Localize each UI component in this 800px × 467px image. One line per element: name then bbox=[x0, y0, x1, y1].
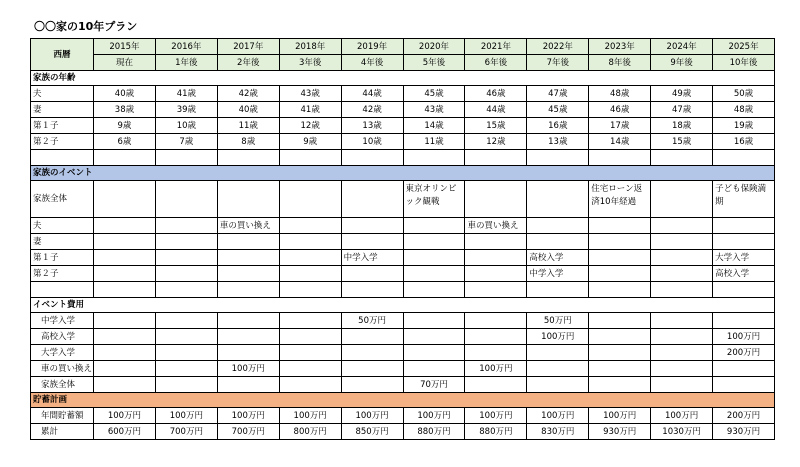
empty-cell[interactable] bbox=[279, 282, 341, 298]
ages-cell[interactable]: 47歳 bbox=[527, 86, 589, 102]
ages-cell[interactable]: 41歳 bbox=[279, 102, 341, 118]
events-cell[interactable] bbox=[279, 181, 341, 218]
ages-cell[interactable]: 40歳 bbox=[217, 102, 279, 118]
costs-cell[interactable]: 100万円 bbox=[713, 329, 775, 345]
costs-cell[interactable] bbox=[341, 361, 403, 377]
events-cell[interactable] bbox=[403, 218, 465, 234]
costs-cell[interactable] bbox=[403, 313, 465, 329]
savings-cell[interactable]: 100万円 bbox=[651, 408, 713, 424]
savings-cell[interactable]: 930万円 bbox=[589, 424, 651, 440]
ages-cell[interactable]: 14歳 bbox=[589, 134, 651, 150]
savings-cell[interactable]: 850万円 bbox=[341, 424, 403, 440]
costs-row bbox=[31, 313, 775, 329]
savings-section-label[interactable]: 貯蓄計画 bbox=[31, 393, 775, 408]
ages-cell[interactable]: 11歳 bbox=[403, 134, 465, 150]
ages-row bbox=[31, 86, 775, 102]
costs-cell[interactable] bbox=[341, 377, 403, 393]
empty-cell[interactable] bbox=[217, 150, 279, 166]
ages-cell[interactable]: 13歳 bbox=[341, 118, 403, 134]
events-cell[interactable] bbox=[589, 266, 651, 282]
events-cell[interactable]: 大学入学 bbox=[713, 250, 775, 266]
ages-row bbox=[31, 102, 775, 118]
year-cell[interactable]: 2022年 bbox=[527, 39, 589, 55]
ages-section-row bbox=[31, 71, 775, 86]
ages-cell[interactable]: 42歳 bbox=[341, 102, 403, 118]
costs-cell[interactable] bbox=[527, 345, 589, 361]
empty-cell[interactable] bbox=[341, 150, 403, 166]
savings-row bbox=[31, 408, 775, 424]
costs-cell[interactable] bbox=[155, 361, 217, 377]
empty-cell[interactable] bbox=[279, 150, 341, 166]
events-cell[interactable] bbox=[651, 218, 713, 234]
costs-cell[interactable] bbox=[465, 377, 527, 393]
ages-cell[interactable]: 48歳 bbox=[713, 102, 775, 118]
costs-cell[interactable]: 70万円 bbox=[403, 377, 465, 393]
offset-cell[interactable]: 2年後 bbox=[217, 55, 279, 71]
savings-cell[interactable]: 100万円 bbox=[94, 408, 156, 424]
costs-cell[interactable] bbox=[94, 377, 156, 393]
costs-cell[interactable] bbox=[279, 361, 341, 377]
year-cell[interactable]: 2016年 bbox=[155, 39, 217, 55]
offset-cell[interactable]: 1年後 bbox=[155, 55, 217, 71]
events-cell[interactable] bbox=[279, 250, 341, 266]
events-cell[interactable] bbox=[217, 181, 279, 218]
costs-row-label[interactable]: 車の買い換え bbox=[31, 361, 94, 377]
savings-cell[interactable]: 880万円 bbox=[403, 424, 465, 440]
offset-cell[interactable]: 7年後 bbox=[527, 55, 589, 71]
costs-cell[interactable] bbox=[589, 361, 651, 377]
costs-cell[interactable] bbox=[94, 329, 156, 345]
costs-cell[interactable]: 100万円 bbox=[217, 361, 279, 377]
costs-cell[interactable] bbox=[279, 313, 341, 329]
year-cell[interactable]: 2015年 bbox=[94, 39, 156, 55]
year-cell[interactable]: 2021年 bbox=[465, 39, 527, 55]
empty-cell[interactable] bbox=[94, 282, 156, 298]
costs-cell[interactable] bbox=[341, 329, 403, 345]
events-cell[interactable] bbox=[94, 234, 156, 250]
costs-cell[interactable] bbox=[713, 377, 775, 393]
year-cell[interactable]: 2025年 bbox=[713, 39, 775, 55]
costs-section-label[interactable]: イベント費用 bbox=[31, 298, 775, 313]
costs-cell[interactable] bbox=[589, 329, 651, 345]
costs-cell[interactable] bbox=[589, 313, 651, 329]
costs-cell[interactable] bbox=[403, 345, 465, 361]
events-row bbox=[31, 181, 775, 218]
events-cell[interactable]: 住宅ローン返済10年経過 bbox=[589, 181, 651, 218]
ages-cell[interactable]: 48歳 bbox=[589, 86, 651, 102]
empty-cell[interactable] bbox=[465, 150, 527, 166]
events-section-label[interactable]: 家族のイベント bbox=[31, 166, 775, 181]
events-cell[interactable] bbox=[465, 181, 527, 218]
costs-row-label[interactable]: 大学入学 bbox=[31, 345, 94, 361]
costs-cell[interactable] bbox=[217, 329, 279, 345]
costs-cell[interactable] bbox=[94, 361, 156, 377]
ages-cell[interactable]: 9歳 bbox=[94, 118, 156, 134]
savings-cell[interactable]: 100万円 bbox=[279, 408, 341, 424]
events-cell[interactable] bbox=[155, 181, 217, 218]
costs-cell[interactable] bbox=[155, 377, 217, 393]
events-cell[interactable] bbox=[589, 218, 651, 234]
savings-cell[interactable]: 100万円 bbox=[155, 408, 217, 424]
header-years-row bbox=[31, 39, 775, 55]
costs-cell[interactable] bbox=[713, 313, 775, 329]
savings-cell[interactable]: 100万円 bbox=[527, 408, 589, 424]
ages-cell[interactable]: 49歳 bbox=[651, 86, 713, 102]
events-cell[interactable] bbox=[527, 181, 589, 218]
events-cell[interactable]: 中学入学 bbox=[341, 250, 403, 266]
ages-cell[interactable]: 43歳 bbox=[403, 102, 465, 118]
events-cell[interactable]: 車の買い換え bbox=[465, 218, 527, 234]
ages-row-label[interactable]: 夫 bbox=[31, 86, 94, 102]
events-cell[interactable] bbox=[713, 234, 775, 250]
savings-cell[interactable]: 800万円 bbox=[279, 424, 341, 440]
costs-cell[interactable] bbox=[713, 361, 775, 377]
costs-cell[interactable] bbox=[589, 345, 651, 361]
events-cell[interactable] bbox=[279, 234, 341, 250]
empty-cell[interactable] bbox=[527, 282, 589, 298]
ages-cell[interactable]: 15歳 bbox=[465, 118, 527, 134]
ages-cell[interactable]: 12歳 bbox=[279, 118, 341, 134]
events-cell[interactable] bbox=[341, 266, 403, 282]
ages-cell[interactable]: 38歳 bbox=[94, 102, 156, 118]
events-cell[interactable] bbox=[465, 250, 527, 266]
events-cell[interactable]: 高校入学 bbox=[713, 266, 775, 282]
costs-cell[interactable] bbox=[279, 345, 341, 361]
ages-row-label[interactable]: 妻 bbox=[31, 102, 94, 118]
costs-cell[interactable] bbox=[279, 377, 341, 393]
events-cell[interactable]: 子ども保険満期 bbox=[713, 181, 775, 218]
events-cell[interactable] bbox=[155, 250, 217, 266]
ages-cell[interactable]: 17歳 bbox=[589, 118, 651, 134]
savings-cell[interactable]: 100万円 bbox=[341, 408, 403, 424]
events-cell[interactable] bbox=[155, 218, 217, 234]
events-cell[interactable] bbox=[155, 266, 217, 282]
events-row-label[interactable]: 家族全体 bbox=[31, 181, 94, 218]
costs-cell[interactable] bbox=[651, 313, 713, 329]
events-cell[interactable] bbox=[589, 234, 651, 250]
costs-cell[interactable] bbox=[527, 377, 589, 393]
offset-cell[interactable]: 5年後 bbox=[403, 55, 465, 71]
ages-cell[interactable]: 44歳 bbox=[465, 102, 527, 118]
ages-cell[interactable]: 43歳 bbox=[279, 86, 341, 102]
offset-cell[interactable]: 現在 bbox=[94, 55, 156, 71]
events-row bbox=[31, 218, 775, 234]
costs-cell[interactable] bbox=[651, 361, 713, 377]
ages-cell[interactable]: 50歳 bbox=[713, 86, 775, 102]
events-cell[interactable] bbox=[403, 234, 465, 250]
ages-cell[interactable]: 10歳 bbox=[341, 134, 403, 150]
events-cell[interactable] bbox=[217, 234, 279, 250]
events-cell[interactable]: 中学入学 bbox=[527, 266, 589, 282]
events-cell[interactable] bbox=[279, 218, 341, 234]
ages-blank-row bbox=[31, 150, 775, 166]
empty-cell[interactable] bbox=[155, 282, 217, 298]
ages-row-label[interactable]: 第１子 bbox=[31, 118, 94, 134]
year-cell[interactable]: 2024年 bbox=[651, 39, 713, 55]
costs-cell[interactable] bbox=[155, 329, 217, 345]
savings-row bbox=[31, 424, 775, 440]
plan-table bbox=[30, 38, 775, 440]
year-cell[interactable]: 2023年 bbox=[589, 39, 651, 55]
events-cell[interactable] bbox=[217, 250, 279, 266]
offset-cell[interactable]: 10年後 bbox=[713, 55, 775, 71]
empty-cell[interactable] bbox=[341, 282, 403, 298]
costs-row bbox=[31, 377, 775, 393]
costs-row-label[interactable]: 家族全体 bbox=[31, 377, 94, 393]
events-blank-row bbox=[31, 282, 775, 298]
events-row-label[interactable]: 夫 bbox=[31, 218, 94, 234]
ages-cell[interactable]: 40歳 bbox=[94, 86, 156, 102]
events-cell[interactable] bbox=[94, 266, 156, 282]
header-offsets-row bbox=[31, 55, 775, 71]
events-cell[interactable] bbox=[651, 266, 713, 282]
year-cell[interactable]: 2018年 bbox=[279, 39, 341, 55]
empty-cell[interactable] bbox=[713, 282, 775, 298]
ages-cell[interactable]: 11歳 bbox=[217, 118, 279, 134]
empty-cell[interactable] bbox=[465, 282, 527, 298]
events-cell[interactable] bbox=[403, 250, 465, 266]
ages-cell[interactable]: 8歳 bbox=[217, 134, 279, 150]
empty-cell[interactable] bbox=[589, 282, 651, 298]
offset-cell[interactable]: 6年後 bbox=[465, 55, 527, 71]
offset-cell[interactable]: 4年後 bbox=[341, 55, 403, 71]
events-cell[interactable] bbox=[465, 266, 527, 282]
events-cell[interactable] bbox=[155, 234, 217, 250]
year-cell[interactable]: 2020年 bbox=[403, 39, 465, 55]
ages-cell[interactable]: 13歳 bbox=[527, 134, 589, 150]
costs-row bbox=[31, 361, 775, 377]
events-cell[interactable]: 東京オリンピック観戦 bbox=[403, 181, 465, 218]
savings-cell[interactable]: 100万円 bbox=[465, 408, 527, 424]
events-row bbox=[31, 250, 775, 266]
savings-cell[interactable]: 700万円 bbox=[217, 424, 279, 440]
events-row bbox=[31, 234, 775, 250]
costs-cell[interactable]: 50万円 bbox=[527, 313, 589, 329]
costs-cell[interactable] bbox=[651, 345, 713, 361]
costs-cell[interactable] bbox=[155, 345, 217, 361]
costs-cell[interactable] bbox=[94, 345, 156, 361]
costs-section-row bbox=[31, 298, 775, 313]
year-cell[interactable]: 2017年 bbox=[217, 39, 279, 55]
costs-cell[interactable] bbox=[651, 377, 713, 393]
savings-cell[interactable]: 100万円 bbox=[403, 408, 465, 424]
empty-cell[interactable] bbox=[589, 150, 651, 166]
events-cell[interactable] bbox=[403, 266, 465, 282]
events-cell[interactable] bbox=[94, 218, 156, 234]
savings-cell[interactable]: 100万円 bbox=[217, 408, 279, 424]
costs-row bbox=[31, 329, 775, 345]
ages-cell[interactable]: 19歳 bbox=[713, 118, 775, 134]
costs-cell[interactable] bbox=[465, 313, 527, 329]
ages-cell[interactable]: 44歳 bbox=[341, 86, 403, 102]
events-row bbox=[31, 266, 775, 282]
ages-cell[interactable]: 46歳 bbox=[465, 86, 527, 102]
empty-cell[interactable] bbox=[217, 282, 279, 298]
ages-section-label[interactable]: 家族の年齢 bbox=[31, 71, 775, 86]
events-cell[interactable] bbox=[465, 234, 527, 250]
events-cell[interactable] bbox=[713, 218, 775, 234]
ages-cell[interactable]: 6歳 bbox=[94, 134, 156, 150]
events-cell[interactable]: 車の買い換え bbox=[217, 218, 279, 234]
ages-cell[interactable]: 16歳 bbox=[713, 134, 775, 150]
ages-cell[interactable]: 18歳 bbox=[651, 118, 713, 134]
events-cell[interactable] bbox=[527, 234, 589, 250]
ages-cell[interactable]: 42歳 bbox=[217, 86, 279, 102]
ages-cell[interactable]: 7歳 bbox=[155, 134, 217, 150]
header-corner[interactable]: 西暦 bbox=[31, 39, 94, 71]
costs-cell[interactable]: 50万円 bbox=[341, 313, 403, 329]
offset-cell[interactable]: 8年後 bbox=[589, 55, 651, 71]
empty-cell[interactable] bbox=[155, 150, 217, 166]
events-cell[interactable] bbox=[651, 181, 713, 218]
ages-row bbox=[31, 118, 775, 134]
costs-cell[interactable]: 100万円 bbox=[527, 329, 589, 345]
ages-cell[interactable]: 12歳 bbox=[465, 134, 527, 150]
costs-row-label[interactable]: 中学入学 bbox=[31, 313, 94, 329]
costs-cell[interactable] bbox=[341, 345, 403, 361]
savings-row-label[interactable]: 年間貯蓄額 bbox=[31, 408, 94, 424]
ages-cell[interactable]: 14歳 bbox=[403, 118, 465, 134]
ages-cell[interactable]: 15歳 bbox=[651, 134, 713, 150]
savings-cell[interactable]: 100万円 bbox=[589, 408, 651, 424]
events-cell[interactable] bbox=[94, 181, 156, 218]
costs-cell[interactable] bbox=[403, 329, 465, 345]
events-cell[interactable] bbox=[651, 234, 713, 250]
empty-cell[interactable] bbox=[31, 282, 94, 298]
empty-cell[interactable] bbox=[651, 282, 713, 298]
events-cell[interactable] bbox=[341, 218, 403, 234]
ages-cell[interactable]: 45歳 bbox=[403, 86, 465, 102]
events-cell[interactable] bbox=[217, 266, 279, 282]
year-cell[interactable]: 2019年 bbox=[341, 39, 403, 55]
empty-cell[interactable] bbox=[403, 150, 465, 166]
ages-cell[interactable]: 16歳 bbox=[527, 118, 589, 134]
events-cell[interactable] bbox=[527, 218, 589, 234]
events-cell[interactable] bbox=[341, 234, 403, 250]
costs-row-label[interactable]: 高校入学 bbox=[31, 329, 94, 345]
savings-cell[interactable]: 600万円 bbox=[94, 424, 156, 440]
savings-cell[interactable]: 700万円 bbox=[155, 424, 217, 440]
ages-row bbox=[31, 134, 775, 150]
costs-cell[interactable] bbox=[217, 345, 279, 361]
costs-cell[interactable] bbox=[527, 361, 589, 377]
events-row-label[interactable]: 第１子 bbox=[31, 250, 94, 266]
offset-cell[interactable]: 9年後 bbox=[651, 55, 713, 71]
ages-cell[interactable]: 10歳 bbox=[155, 118, 217, 134]
savings-cell[interactable]: 830万円 bbox=[527, 424, 589, 440]
costs-cell[interactable] bbox=[651, 329, 713, 345]
events-cell[interactable] bbox=[341, 181, 403, 218]
savings-cell[interactable]: 880万円 bbox=[465, 424, 527, 440]
sheet-title: 〇〇家の10年プラン bbox=[34, 20, 138, 33]
costs-cell[interactable] bbox=[279, 329, 341, 345]
costs-cell[interactable] bbox=[589, 377, 651, 393]
empty-cell[interactable] bbox=[651, 150, 713, 166]
ages-cell[interactable]: 9歳 bbox=[279, 134, 341, 150]
empty-cell[interactable] bbox=[527, 150, 589, 166]
events-row-label[interactable]: 妻 bbox=[31, 234, 94, 250]
costs-cell[interactable] bbox=[465, 329, 527, 345]
ages-cell[interactable]: 39歳 bbox=[155, 102, 217, 118]
offset-cell[interactable]: 3年後 bbox=[279, 55, 341, 71]
events-cell[interactable] bbox=[589, 250, 651, 266]
events-section-row bbox=[31, 166, 775, 181]
costs-cell[interactable]: 200万円 bbox=[713, 345, 775, 361]
costs-cell[interactable] bbox=[217, 313, 279, 329]
savings-section-row bbox=[31, 393, 775, 408]
ages-row-label[interactable]: 第２子 bbox=[31, 134, 94, 150]
costs-cell[interactable] bbox=[465, 345, 527, 361]
savings-cell[interactable]: 1030万円 bbox=[651, 424, 713, 440]
ages-cell[interactable]: 41歳 bbox=[155, 86, 217, 102]
empty-cell[interactable] bbox=[403, 282, 465, 298]
savings-cell[interactable]: 200万円 bbox=[713, 408, 775, 424]
events-cell[interactable] bbox=[94, 250, 156, 266]
events-cell[interactable] bbox=[279, 266, 341, 282]
savings-row-label[interactable]: 累計 bbox=[31, 424, 94, 440]
ages-cell[interactable]: 46歳 bbox=[589, 102, 651, 118]
costs-cell[interactable] bbox=[217, 377, 279, 393]
costs-cell[interactable] bbox=[94, 313, 156, 329]
events-row-label[interactable]: 第２子 bbox=[31, 266, 94, 282]
costs-row bbox=[31, 345, 775, 361]
costs-cell[interactable] bbox=[403, 361, 465, 377]
ages-cell[interactable]: 47歳 bbox=[651, 102, 713, 118]
empty-cell[interactable] bbox=[713, 150, 775, 166]
events-cell[interactable] bbox=[651, 250, 713, 266]
ages-cell[interactable]: 45歳 bbox=[527, 102, 589, 118]
empty-cell[interactable] bbox=[94, 150, 156, 166]
costs-cell[interactable] bbox=[155, 313, 217, 329]
costs-cell[interactable]: 100万円 bbox=[465, 361, 527, 377]
events-cell[interactable]: 高校入学 bbox=[527, 250, 589, 266]
empty-cell[interactable] bbox=[31, 150, 94, 166]
savings-cell[interactable]: 930万円 bbox=[713, 424, 775, 440]
